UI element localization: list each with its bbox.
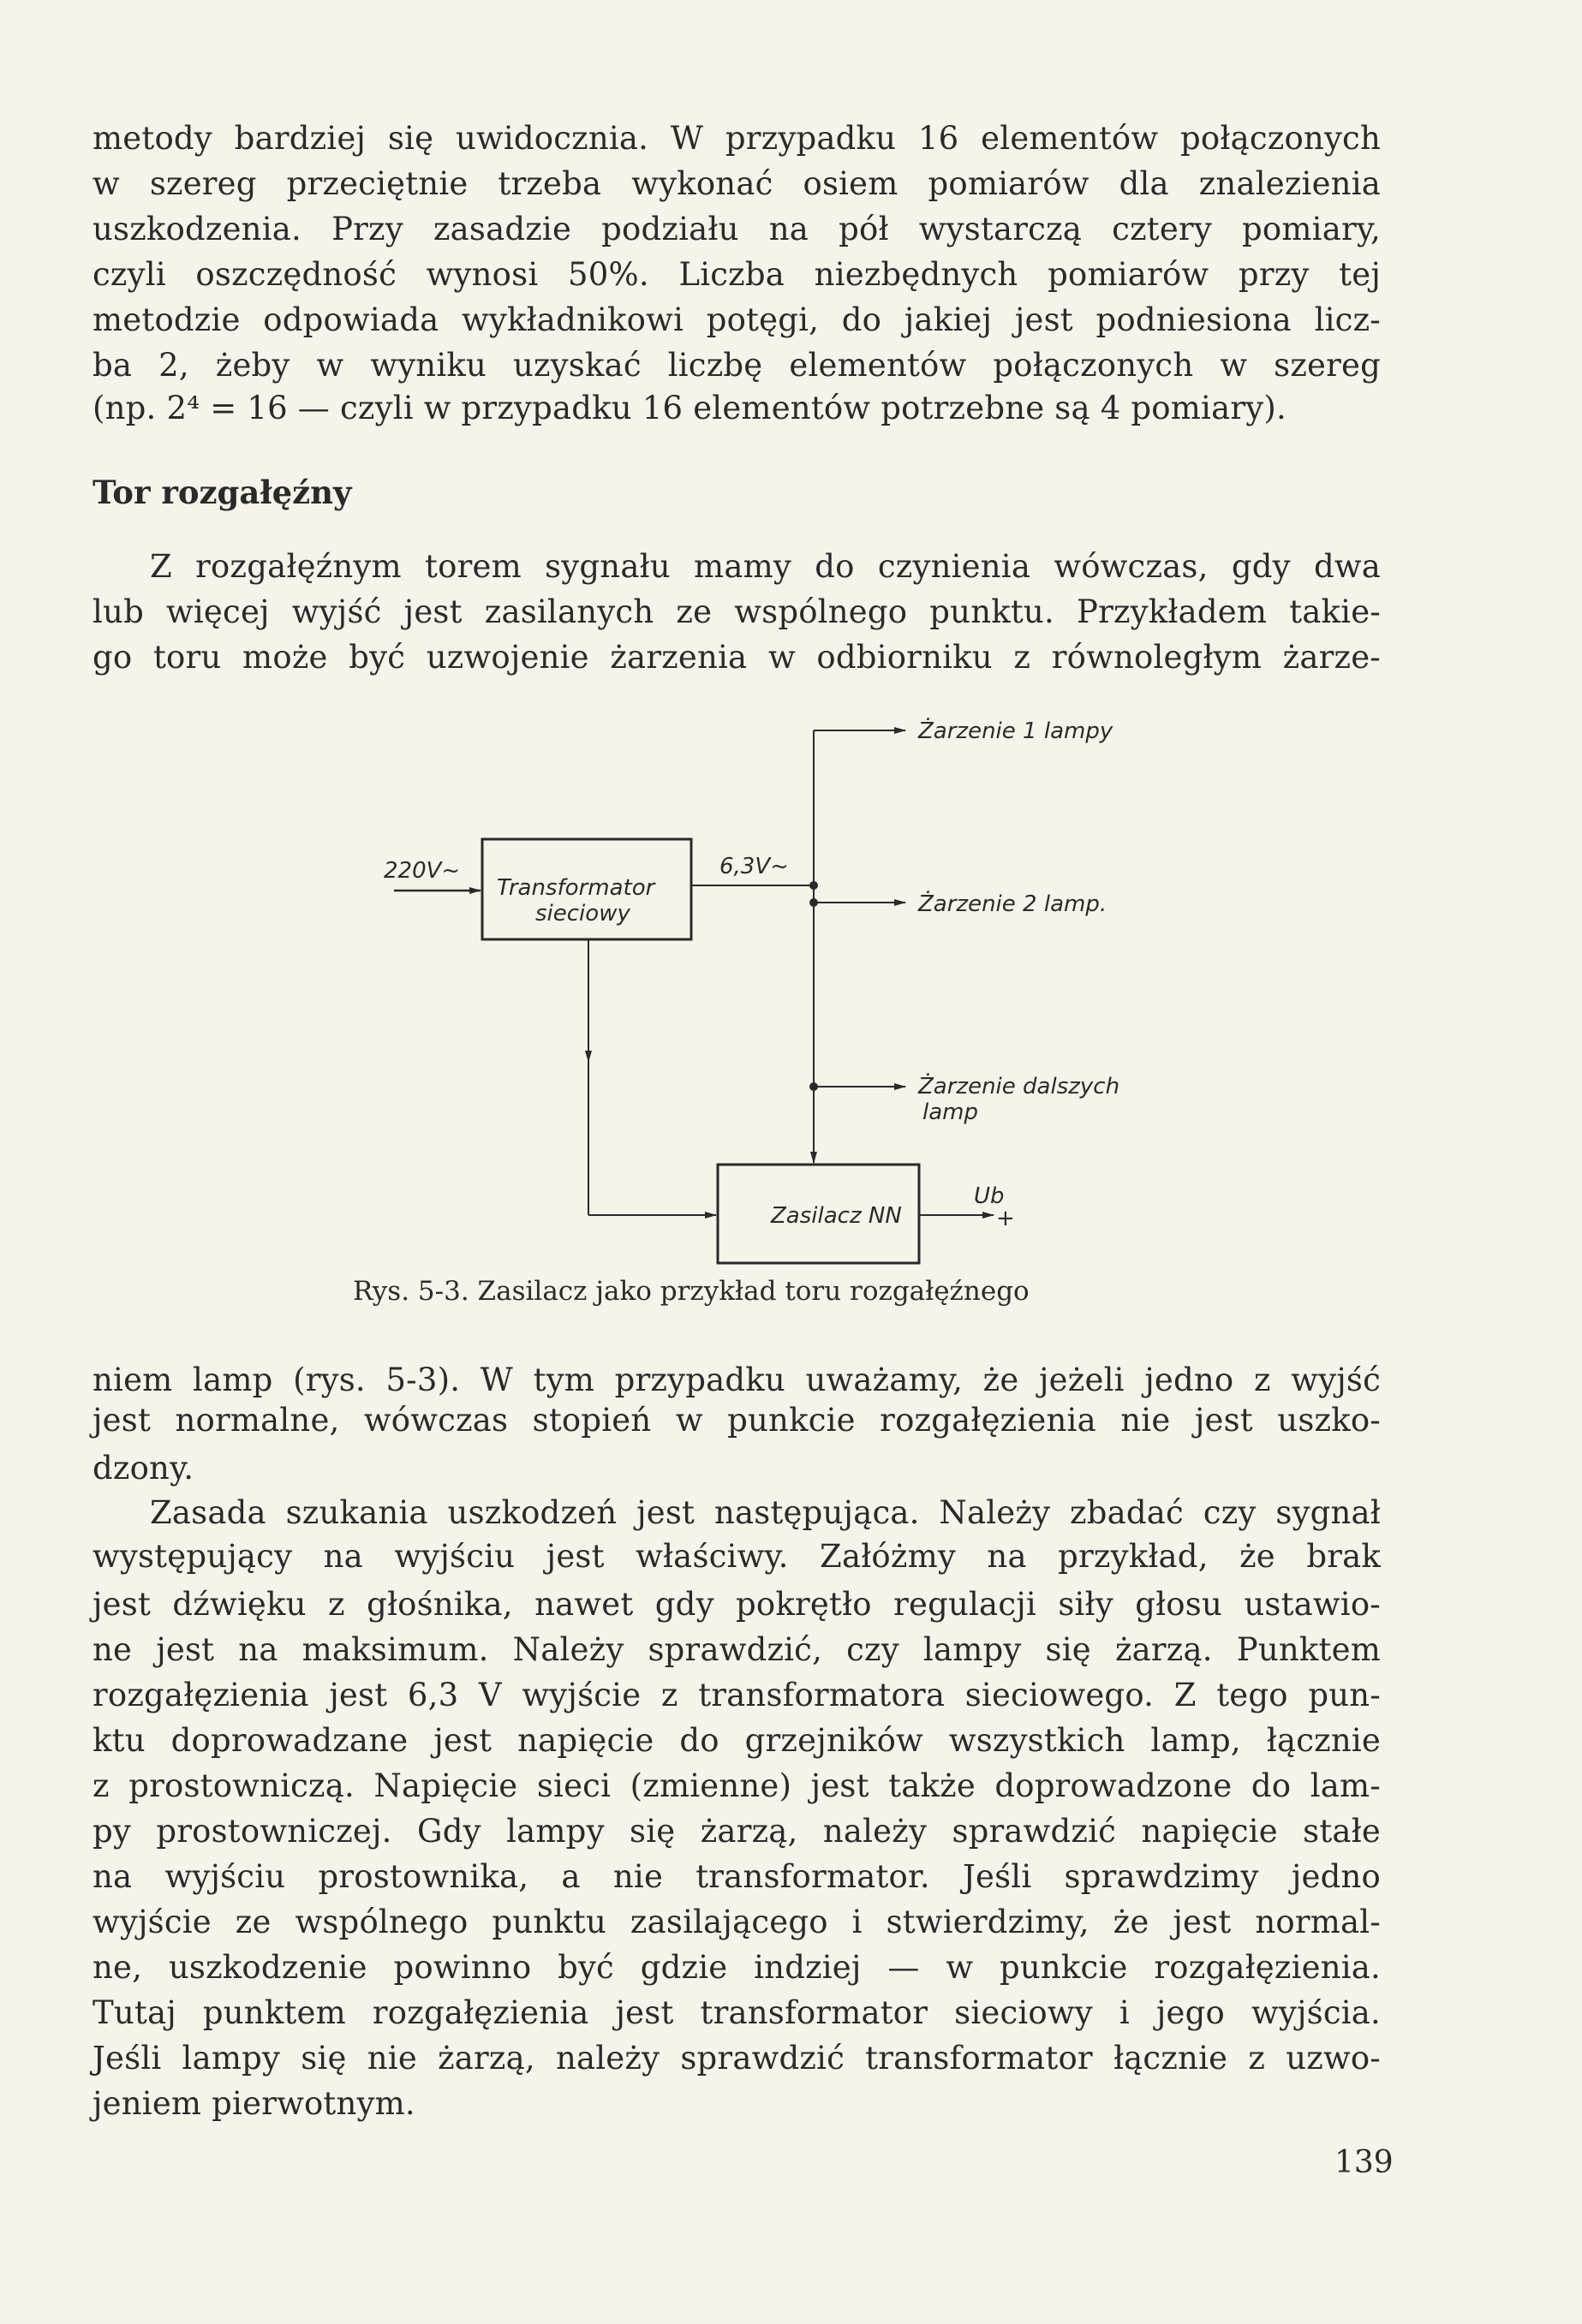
text-line: na wyjściu prostownika, a nie transformator. Jeśli sprawdzimy jedno	[93, 1858, 1381, 1895]
text-line: lub więcej wyjść jest zasilanych ze wspólnego punktu. Przykładem takie-	[93, 593, 1381, 630]
text-line: Zasada szukania uszkodzeń jest następująca. Należy zbadać czy sygnał	[150, 1494, 1381, 1531]
psu-output-sign: +	[996, 1206, 1015, 1231]
psu-label: Zasilacz NN	[771, 1203, 902, 1229]
output-voltage-label: 6,3V~	[719, 854, 789, 879]
text-line: ne jest na maksimum. Należy sprawdzić, czy lampy się żarzą. Punktem	[93, 1631, 1381, 1668]
junction-node	[809, 1082, 818, 1091]
text-line: (np. 2⁴ = 16 — czyli w przypadku 16 elementów potrzebne są 4 pomiary).	[93, 390, 1286, 426]
text-line: metody bardziej się uwidocznia. W przypadku 16 elementów połączonych	[93, 120, 1381, 157]
text-line: jeniem pierwotnym.	[93, 2085, 415, 2122]
branch2-label: Żarzenie 2 lamp.	[918, 891, 1107, 917]
text-line: py prostowniczej. Gdy lampy się żarzą, należy sprawdzić napięcie stałe	[93, 1813, 1381, 1850]
input-label: 220V~	[384, 858, 461, 884]
page-number: 139	[1334, 2145, 1394, 2180]
junction-node	[809, 881, 818, 890]
text-line: ktu doprowadzane jest napięcie do grzejników wszystkich lamp, łącznie	[93, 1722, 1381, 1759]
text-line: metodzie odpowiada wykładnikowi potęgi, do jakiej jest podniesiona licz-	[93, 301, 1381, 338]
text-line: wyjście ze wspólnego punktu zasilającego i stwierdzimy, że jest normal-	[93, 1904, 1381, 1940]
psu-output-label: Ub	[974, 1183, 1005, 1209]
text-line: Z rozgałęźnym torem sygnału mamy do czynienia wówczas, gdy dwa	[150, 548, 1381, 585]
transformer-label: Transformator	[497, 875, 655, 901]
section-heading: Tor rozgałęźny	[93, 474, 352, 511]
figure-caption: Rys. 5-3. Zasilacz jako przykład toru rozgałęźnego	[353, 1276, 1030, 1307]
text-line: ne, uszkodzenie powinno być gdzie indziej — w punkcie rozgałęzienia.	[93, 1949, 1381, 1986]
branch3-label: lamp	[922, 1099, 978, 1125]
text-line: czyli oszczędność wynosi 50%. Liczba niezbędnych pomiarów przy tej	[93, 256, 1381, 293]
text-line: dzony.	[93, 1450, 194, 1487]
text-line: Jeśli lampy się nie żarzą, należy sprawdzić transformator łącznie z uzwo-	[93, 2040, 1381, 2077]
text-line: niem lamp (rys. 5-3). W tym przypadku uważamy, że jeżeli jedno z wyjść	[93, 1362, 1381, 1398]
text-line: jest normalne, wówczas stopień w punkcie rozgałęzienia nie jest uszko-	[93, 1402, 1381, 1439]
text-line: jest dźwięku z głośnika, nawet gdy pokrętło regulacji siły głosu ustawio-	[93, 1586, 1381, 1623]
branch3-label: Żarzenie dalszych	[918, 1074, 1120, 1099]
text-line: Tutaj punktem rozgałęzienia jest transformator sieciowy i jego wyjścia.	[93, 1994, 1381, 2031]
text-line: z prostowniczą. Napięcie sieci (zmienne) jest także doprowadzone do lam-	[93, 1767, 1381, 1804]
text-line: występujący na wyjściu jest właściwy. Załóżmy na przykład, że brak	[93, 1538, 1381, 1575]
transformer-label: sieciowy	[535, 901, 630, 927]
branch1-label: Żarzenie 1 lampy	[918, 718, 1113, 744]
text-line: uszkodzenia. Przy zasadzie podziału na pół wystarczą cztery pomiary,	[93, 211, 1381, 247]
text-line: go toru może być uzwojenie żarzenia w odbiorniku z równoległym żarze-	[93, 639, 1381, 676]
junction-node	[809, 898, 818, 907]
text-line: w szereg przeciętnie trzeba wykonać osiem pomiarów dla znalezienia	[93, 165, 1381, 202]
text-line: ba 2, żeby w wyniku uzyskać liczbę elementów połączonych w szereg	[93, 347, 1381, 384]
text-line: rozgałęzienia jest 6,3 V wyjście z transformatora sieciowego. Z tego pun-	[93, 1677, 1381, 1713]
